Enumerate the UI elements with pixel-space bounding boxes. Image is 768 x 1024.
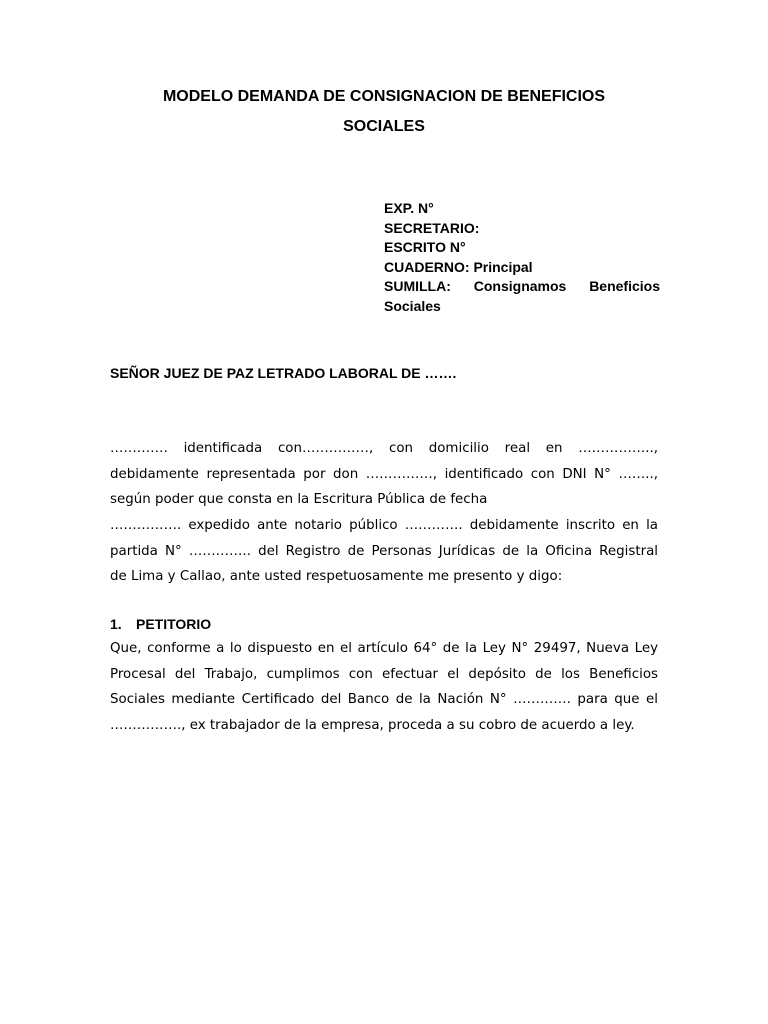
addressee-judge: SEÑOR JUEZ DE PAZ LETRADO LABORAL DE ……. bbox=[110, 365, 457, 381]
escrito-line: ESCRITO N° bbox=[384, 239, 466, 255]
paragraph-line: debidamente representada por don ……………, identificado con DNI N° …….., bbox=[110, 466, 658, 482]
intro-paragraph bbox=[110, 436, 658, 590]
paragraph-line: partida N° ………….. del Registro de Personas Jurídicas de la Oficina Registral bbox=[110, 543, 658, 559]
case-header-block bbox=[384, 199, 660, 316]
paragraph-line: …………. identificada con……………, con domicilio real en …………….., bbox=[110, 441, 658, 456]
paragraph-line: de Lima y Callao, ante usted respetuosamente me presento y digo: bbox=[110, 569, 563, 585]
secretario-line: SECRETARIO: bbox=[384, 219, 480, 236]
paragraph-line: ……………. expedido ante notario público …………. debidamente inscrito en la bbox=[110, 518, 658, 534]
petitorio-heading bbox=[110, 615, 211, 633]
expediente-line: EXP. N° bbox=[384, 200, 434, 216]
petitorio-paragraph bbox=[110, 636, 658, 739]
document-title-line-1: MODELO DEMANDA DE CONSIGNACION DE BENEFICIOS bbox=[162, 88, 606, 105]
paragraph-line: Que, conforme a lo dispuesto en el artículo 64° de la Ley N° 29497, Nueva Ley bbox=[110, 641, 658, 656]
paragraph-line: según poder que consta en la Escritura Pública de fecha bbox=[110, 492, 488, 508]
sumilla-line: SUMILLA: Consignamos Beneficios bbox=[384, 278, 660, 294]
cuaderno-line: CUADERNO: Principal bbox=[384, 258, 533, 275]
paragraph-line: Sociales mediante Certificado del Banco de la Nación N° …………. para que el bbox=[110, 692, 658, 708]
paragraph-line: ……………., ex trabajador de la empresa, proceda a su cobro de acuerdo a ley. bbox=[110, 718, 635, 734]
document-title-line-2: SOCIALES bbox=[343, 118, 425, 135]
paragraph-line: Procesal del Trabajo, cumplimos con efectuar el depósito de los Beneficios bbox=[110, 666, 658, 682]
sumilla-line-continued: Sociales bbox=[384, 297, 441, 314]
section-heading-label: PETITORIO bbox=[136, 616, 212, 632]
section-number: 1. bbox=[110, 616, 122, 632]
